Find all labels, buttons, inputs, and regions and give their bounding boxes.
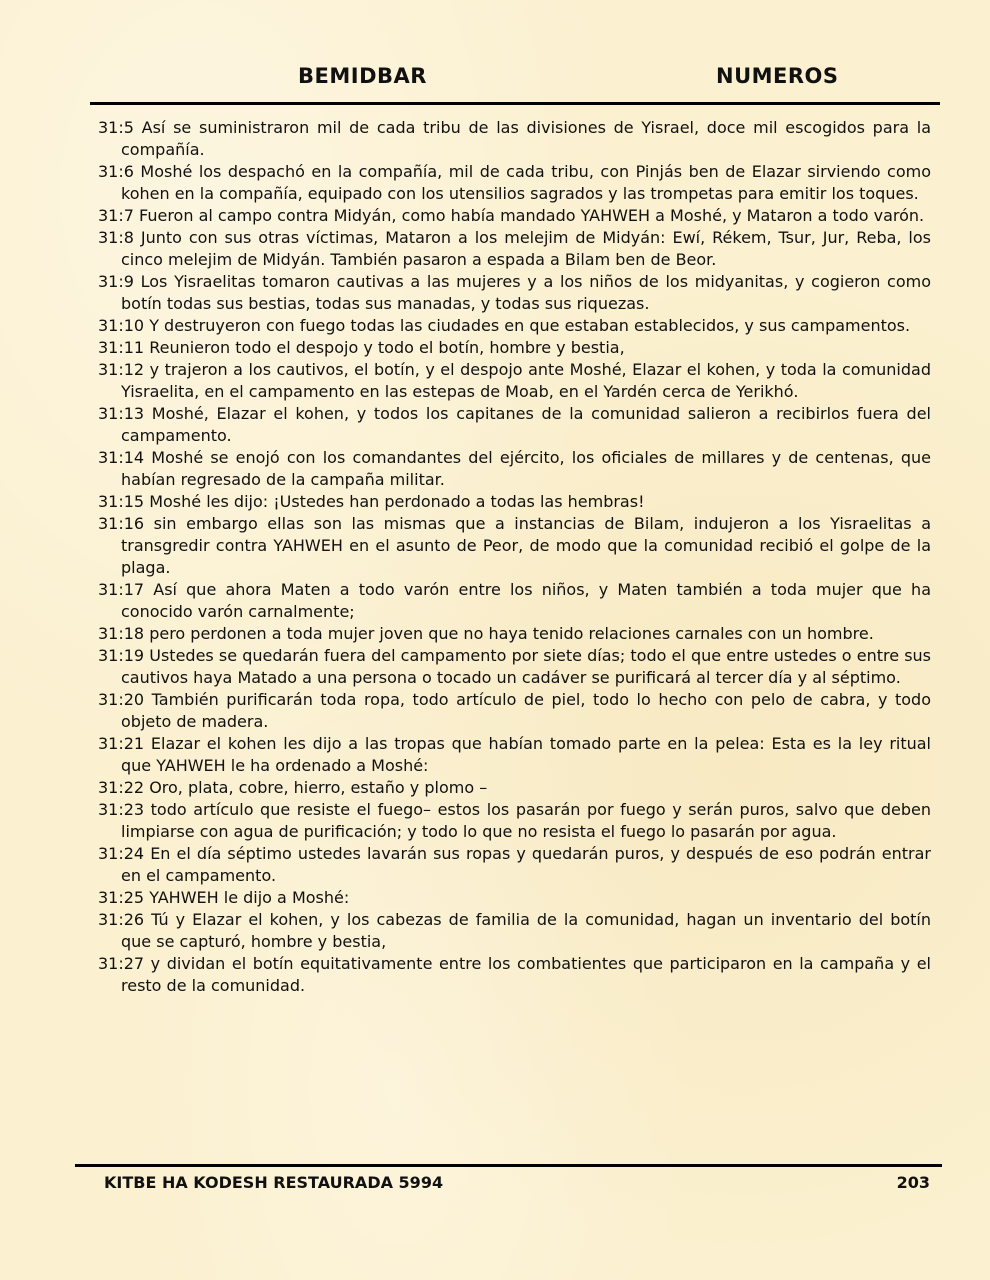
verse-list [98,117,931,997]
verse: 31:21 Elazar el kohen les dijo a las tropas que habían tomado parte en la pelea: Esta es la ley ritual que YAHWEH le ha ordenado a Moshé: [98,734,931,775]
verse: 31:26 Tú y Elazar el kohen, y los cabezas de familia de la comunidad, hagan un inventario del botín que se capturó, hombre y bestia, [98,910,931,951]
verse: 31:27 y dividan el botín equitativamente entre los combatientes que participaron en la campaña y el resto de la comunidad. [98,954,931,995]
verse: 31:18 pero perdonen a toda mujer joven que no haya tenido relaciones carnales con un hombre. [98,624,874,643]
verse: 31:8 Junto con sus otras víctimas, Mataron a los melejim de Midyán: Ewí, Rékem, Tsur, Jur, Reba, los cinco melejim de Midyán. También pasaron a espada a Bilam ben de Beor. [98,228,931,269]
page-footer [75,1164,942,1207]
verse: 31:6 Moshé los despachó en la compañía, mil de cada tribu, con Pinjás ben de Elazar sirviendo como kohen en la compañía, equipado con los utensilios sagrados y las trompetas para emitir los toques. [98,162,931,203]
verse: 31:19 Ustedes se quedarán fuera del campamento por siete días; todo el que entre ustedes o entre sus cautivos haya Matado a una persona o tocado un cadáver se purificará al tercer día y al séptimo. [98,646,931,687]
verse: 31:11 Reunieron todo el despojo y todo el botín, hombre y bestia, [98,338,625,357]
verse: 31:15 Moshé les dijo: ¡Ustedes han perdonado a todas las hembras! [98,492,645,511]
verse: 31:14 Moshé se enojó con los comandantes del ejército, los oficiales de millares y de centenas, que habían regresado de la campaña militar. [98,448,931,489]
verse: 31:9 Los Yisraelitas tomaron cautivas a las mujeres y a los niños de los midyanitas, y cogieron como botín todas sus bestias, todas sus manadas, y todas sus riquezas. [98,272,931,313]
verse: 31:22 Oro, plata, cobre, hierro, estaño y plomo – [98,778,488,797]
verse: 31:10 Y destruyeron con fuego todas las ciudades en que estaban establecidos, y sus campamentos. [98,316,911,335]
verse: 31:23 todo artículo que resiste el fuego– estos los pasarán por fuego y serán puros, salvo que deben limpiarse con agua de purificación; y todo lo que no resista el fuego lo pasarán por agua. [98,800,931,841]
verse: 31:7 Fueron al campo contra Midyán, como había mandado YAHWEH a Moshé, y Mataron a todo varón. [98,206,925,225]
header-title-right: NUMEROS [716,64,839,88]
page-header [90,60,940,105]
verse: 31:12 y trajeron a los cautivos, el botín, y el despojo ante Moshé, Elazar el kohen, y toda la comunidad Yisraelita, en el campamento en las estepas de Moab, en el Yardén cerca de Yerikhó. [98,360,931,401]
verse: 31:24 En el día séptimo ustedes lavarán sus ropas y quedarán puros, y después de eso podrán entrar en el campamento. [98,844,931,885]
verse: 31:20 También purificarán toda ropa, todo artículo de piel, todo lo hecho con pelo de cabra, y todo objeto de madera. [98,690,931,731]
verse: 31:16 sin embargo ellas son las mismas que a instancias de Bilam, indujeron a los Yisraelitas a transgredir contra YAHWEH en el asunto de Peor, de modo que la comunidad recibió el golpe de la plaga. [98,514,931,577]
header-title-left: BEMIDBAR [298,64,427,88]
verse: 31:25 YAHWEH le dijo a Moshé: [98,888,350,907]
footer-book-title: KITBE HA KODESH RESTAURADA 5994 [104,1173,444,1192]
footer-page-number: 203 [896,1173,930,1192]
verse: 31:5 Así se suministraron mil de cada tribu de las divisiones de Yisrael, doce mil escogidos para la compañía. [98,118,931,159]
verse: 31:13 Moshé, Elazar el kohen, y todos los capitanes de la comunidad salieron a recibirlos fuera del campamento. [98,404,931,445]
verse: 31:17 Así que ahora Maten a todo varón entre los niños, y Maten también a toda mujer que ha conocido varón carnalmente; [98,580,931,621]
